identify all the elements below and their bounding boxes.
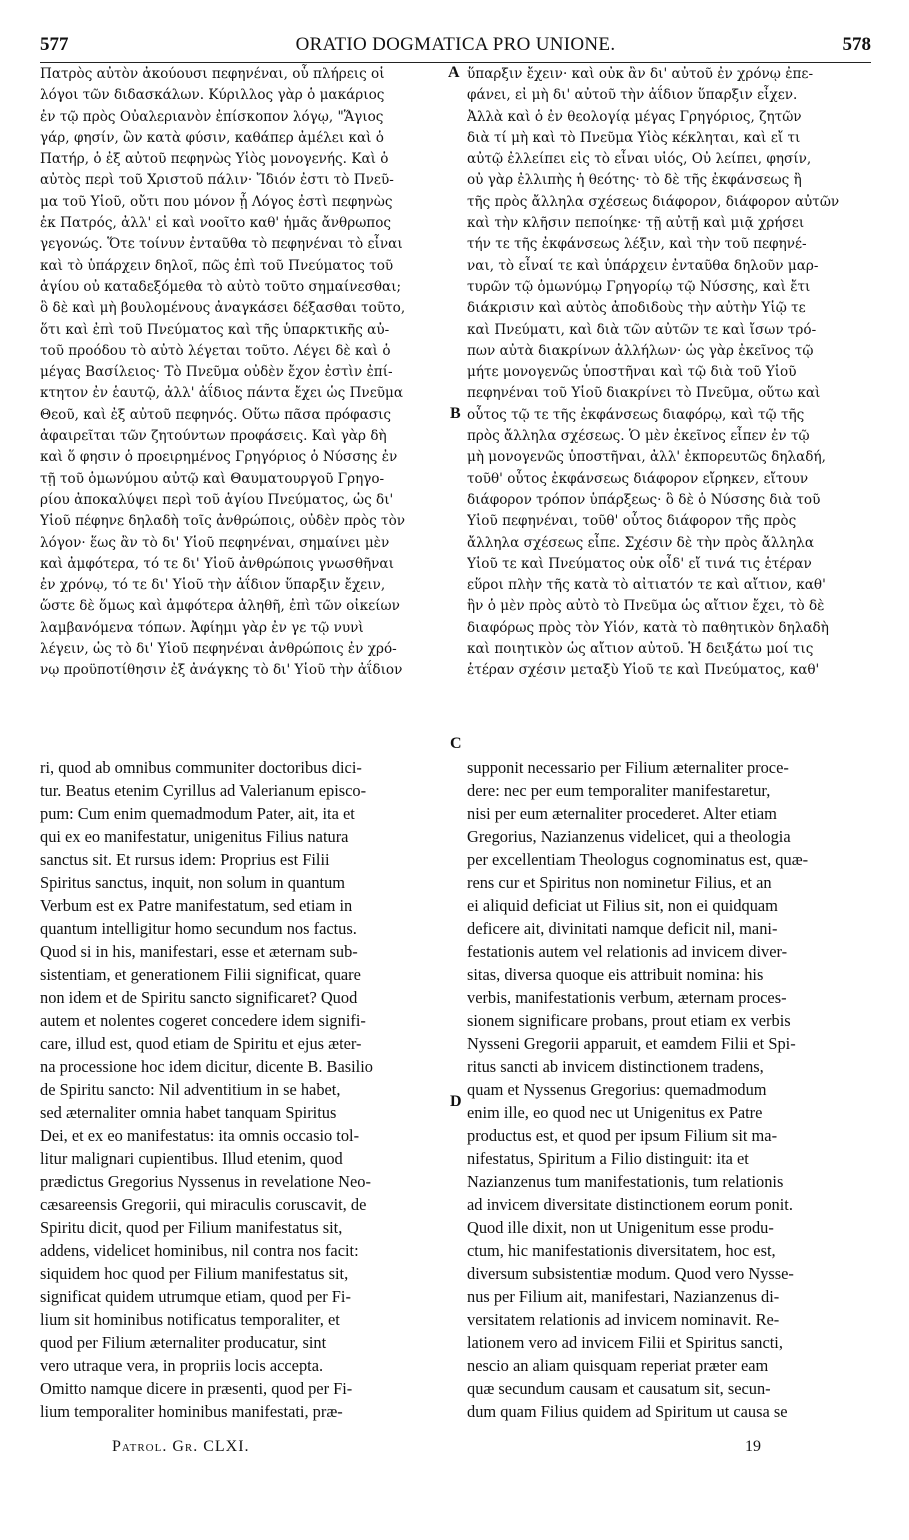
text-line: ρίου ἀποκαλύψει περὶ τοῦ ἁγίου Πνεύματος, ὡς δι' bbox=[40, 491, 394, 508]
text-line: care, illud est, quod etiam de Spiritu et ejus æter- bbox=[40, 1034, 362, 1053]
text-line: αὐτὸς περὶ τοῦ Χριστοῦ πάλιν· Ἴδιόν ἐστι τὸ Πνεῦ- bbox=[40, 172, 394, 189]
text-line: na processione hoc idem dicitur, dicente B. Basilio bbox=[40, 1057, 373, 1076]
text-line: διὰ τί μὴ καὶ τὸ Πνεῦμα Υἱὸς κέκληται, καὶ εἴ τι bbox=[467, 129, 801, 146]
text-line: Verbum est ex Patre manifestatum, sed etiam in bbox=[40, 896, 353, 915]
text-line: ctum, hic manifestationis diversitatem, hoc est, bbox=[467, 1241, 776, 1260]
text-line: nisi per eum æternaliter procederet. Alter etiam bbox=[467, 804, 777, 823]
greek-column-right bbox=[467, 64, 871, 682]
text-line: sanctus sit. Et rursus idem: Proprius est Filii bbox=[40, 850, 330, 869]
section-marker-d: D bbox=[450, 1093, 462, 1110]
running-header bbox=[40, 34, 871, 60]
text-line: νῳ προϋποτίθησιν ἐξ ἀνάγκης τὸ δι' Υἱοῦ τὴν ἀΐδιον bbox=[40, 662, 403, 679]
text-line: nescio an aliam quisquam reperiat præter eam bbox=[467, 1356, 769, 1375]
page-number-right: 578 bbox=[842, 34, 871, 55]
text-line: λόγον· ἕως ἂν τὸ δι' Υἱοῦ πεφηνέναι, σημαίνει μὲν bbox=[40, 534, 390, 551]
text-line: quod per Filium æternaliter producatur, sint bbox=[40, 1333, 327, 1352]
text-line: ὕπαρξιν ἔχειν· καὶ οὐκ ἂν δι' αὐτοῦ ἐν χρόνῳ ἐπε- bbox=[467, 66, 814, 82]
text-line: οὗτος τῷ τε τῆς ἐκφάνσεως διαφόρῳ, καὶ τῷ τῆς bbox=[467, 406, 805, 423]
text-line: Omitto namque dicere in præsenti, quod per Fi- bbox=[40, 1379, 353, 1398]
text-line: λέγειν, ὡς τὸ δι' Υἱοῦ πεφηνέναι ἀνθρώποις ἐν χρό- bbox=[40, 641, 397, 658]
text-line: Quod si in his, manifestari, esse et æternam sub- bbox=[40, 942, 358, 961]
text-line: ri, quod ab omnibus communiter doctoribus dici- bbox=[40, 758, 362, 777]
text-line: τοῦ προόδου τὸ αὐτὸ λέγεται τοῦτο. Λέγει δὲ καὶ ὁ bbox=[40, 342, 391, 359]
text-line: εὕροι πλὴν τῆς κατὰ τὸ αἰτιατόν τε καὶ αἴτιον, καθ' bbox=[467, 577, 826, 594]
text-line: κτητον ἐν ἑαυτῷ, ἀλλ' ἀΐδιος πάντα ἔχει ὡς Πνεῦμα bbox=[40, 385, 404, 402]
text-line: διάφορον τρόπον ὑπάρξεως· ὃ δὲ ὁ Νύσσης διὰ τοῦ bbox=[467, 491, 821, 508]
text-line: ἄλληλα σχέσεως εἶπε. Σχέσιν δὲ τὴν πρὸς ἄλληλα bbox=[467, 534, 815, 551]
footer-sheet-number: 19 bbox=[745, 1438, 761, 1455]
page-number-left: 577 bbox=[40, 34, 69, 55]
text-line: ὥστε δὲ ὅμως καὶ ἀμφότερα ἀληθῆ, ἐπὶ τῶν οἰκείων bbox=[40, 598, 400, 615]
text-line: vero utraque vera, in propriis locis accepta. bbox=[40, 1356, 324, 1375]
text-line: festationis autem vel relationis ad invicem diver- bbox=[467, 942, 788, 961]
text-line: καὶ ἀμφότερα, τό τε δι' Υἱοῦ ἀνθρώποις γνωσθῆναι bbox=[40, 555, 394, 572]
text-line: quam et Nyssenus Gregorius: quemadmodum bbox=[467, 1080, 767, 1099]
text-line: diversum subsistentiæ modum. Quod vero Nysse- bbox=[467, 1264, 794, 1283]
header-rule bbox=[40, 62, 871, 63]
text-line: de Spiritu sancto: Nil adventitium in se habet, bbox=[40, 1080, 341, 1099]
text-line: cæsareensis Gregorii, qui miraculis coruscavit, de bbox=[40, 1195, 367, 1214]
text-line: litur malignari cupientibus. Illud etenim, quod bbox=[40, 1149, 343, 1168]
text-line: πων αὐτὰ διακρίνων ἀλλήλων· ὡς γὰρ ἐκεῖνος τῷ bbox=[467, 342, 814, 359]
text-line: ὅτι καὶ ἐπὶ τοῦ Πνεύματος καὶ τῆς ὑπαρκτικῆς αὐ- bbox=[40, 321, 390, 338]
text-line: γεγονώς. Ὅτε τοίνυν ἐνταῦθα τὸ πεφηνέναι τὸ εἶναι bbox=[40, 236, 403, 253]
text-line: Dei, et ex eo manifestatus: ita omnis occasio tol- bbox=[40, 1126, 360, 1145]
text-line: γάρ, φησίν, ὢν κατὰ φύσιν, καθάπερ ἀμέλει καὶ ὁ bbox=[40, 129, 384, 146]
text-line: sed æternaliter omnia habet tanquam Spiritus bbox=[40, 1103, 337, 1122]
text-line: lationem vero ad invicem Filii et Spiritus sancti, bbox=[467, 1333, 783, 1352]
text-line: tur. Beatus etenim Cyrillus ad Valerianum episco- bbox=[40, 781, 367, 800]
text-line: Υἱοῦ πεφηνέναι, τοῦθ' οὗτος διάφορον τῆς πρὸς bbox=[467, 513, 797, 530]
text-line: λόγοι τῶν διδασκάλων. Κύριλλος γὰρ ὁ μακάριος bbox=[40, 87, 385, 104]
text-line: quantum intelligitur homo secundum nos factus. bbox=[40, 919, 357, 938]
text-line: τοῦθ' οὗτος ἐκφάνσεως διάφορον εἴρηκεν, εἴτουν bbox=[467, 470, 809, 487]
latin-column-right bbox=[467, 756, 871, 1423]
text-line: Θεοῦ, καὶ ἐξ αὐτοῦ πεφηνός. Οὕτω πᾶσα πρόφασις bbox=[40, 406, 392, 423]
text-line: autem et nolentes cogeret concedere idem signifi- bbox=[40, 1011, 366, 1030]
text-line: lium sit hominibus notificatus temporaliter, et bbox=[40, 1310, 340, 1329]
text-line: lium temporaliter hominibus manifestati, præ- bbox=[40, 1402, 343, 1421]
text-line: dere: nec per eum temporaliter manifestaretur, bbox=[467, 781, 771, 800]
text-line: sistentiam, et generationem Filii significat, quare bbox=[40, 965, 361, 984]
text-line: Πατήρ, ὁ ἐξ αὐτοῦ πεφηνὼς Υἱὸς μονογενής. Καὶ ὁ bbox=[40, 151, 389, 168]
text-line: ἐν τῷ πρὸς Οὐαλεριανὸν ἐπίσκοπον λόγῳ, "Ἅγιος bbox=[40, 108, 384, 125]
text-line: λαμβανόμενα τόπων. Ἀφίημι γὰρ ἐν γε τῷ νυνὶ bbox=[40, 619, 364, 636]
text-line: productus est, et quod per ipsum Filium sit ma- bbox=[467, 1126, 778, 1145]
text-line: ἀφαιρεῖται τῶν ζητούντων προφάσεις. Καὶ γὰρ δὴ bbox=[40, 428, 387, 445]
text-line: ἁγίου οὐ καταδεξόμεθα τὸ αὐτὸ τοῦτο σημαίνεσθαι; bbox=[40, 278, 402, 295]
text-line: ὃ δὲ καὶ μὴ βουλομένους ἀναγκάσει δέξασθαι τοῦτο, bbox=[40, 300, 406, 317]
text-line: qui ex eo manifestatur, unigenitus Filius natura bbox=[40, 827, 349, 846]
text-line: per excellentiam Theologus cognominatus est, quæ- bbox=[467, 850, 809, 869]
text-line: Gregorius, Nazianzenus videlicet, qui a theologia bbox=[467, 827, 791, 846]
text-line: μέγας Βασίλειος· Τὸ Πνεῦμα οὐδὲν ἔχον ἐστὶν ἐπί- bbox=[40, 364, 393, 381]
text-line: πεφηνέναι τοῦ Υἱοῦ διακρίνει τὸ Πνεῦμα, οὕτω καὶ bbox=[467, 385, 821, 402]
footer-signature: Patrol. Gr. CLXI. bbox=[112, 1438, 250, 1455]
text-line: Nazianzenus tum manifestationis, tum relationis bbox=[467, 1172, 784, 1191]
text-line: siquidem hoc quod per Filium manifestatus sit, bbox=[40, 1264, 349, 1283]
text-line: τῆς πρὸς ἄλληλα σχέσεως διάφορον, διάφορον αὐτῶν bbox=[467, 193, 840, 210]
text-line: ad invicem diversitate distinctionem eorum ponit. bbox=[467, 1195, 793, 1214]
greek-column-left bbox=[40, 64, 458, 682]
text-line: Quod ille dixit, non ut Unigenitum esse produ- bbox=[467, 1218, 774, 1237]
section-marker-a: A bbox=[448, 64, 460, 81]
text-line: καὶ Πνεύματι, καὶ διὰ τῶν αὐτῶν τε καὶ ἴσων τρό- bbox=[467, 321, 817, 338]
text-line: ritus sancti ab invicem distinctionem tradens, bbox=[467, 1057, 764, 1076]
text-line: Πατρὸς αὐτὸν ἀκούουσι πεφηνέναι, οὗ πλήρεις οἱ bbox=[40, 66, 385, 82]
text-line: enim ille, eo quod nec ut Unigenitus ex Patre bbox=[467, 1103, 763, 1122]
text-line: μα τοῦ Υἱοῦ, οὔτι που μόνον ᾗ Λόγος ἐστὶ πεφηνὼς bbox=[40, 193, 393, 210]
text-line: deficere ait, divinitati namque deficit nil, mani- bbox=[467, 919, 778, 938]
section-marker-c: C bbox=[450, 735, 462, 752]
text-line: quæ secundum causam et causatum sit, secun- bbox=[467, 1379, 771, 1398]
text-line: sionem significare probans, prout etiam ex verbis bbox=[467, 1011, 791, 1030]
latin-column-left bbox=[40, 756, 448, 1423]
text-line: dum quam Filius quidem ad Spiritum ut causa se bbox=[467, 1402, 788, 1421]
text-line: ἐκ Πατρός, ἀλλ' εἰ καὶ νοοῖτο καθ' ἡμᾶς ἄνθρωπος bbox=[40, 215, 392, 232]
text-line: Ἀλλὰ καὶ ὁ ἐν θεολογίᾳ μέγας Γρηγόριος, ζητῶν bbox=[467, 108, 802, 125]
running-title: ORATIO DOGMATICA PRO UNIONE. bbox=[295, 34, 616, 55]
text-line: διάκρισιν καὶ αὐτὸς ἀποδιδοὺς τὴν αὐτὴν Υἱῷ τε bbox=[467, 300, 806, 317]
text-line: ἐν χρόνῳ, τό τε δι' Υἱοῦ τὴν ἀΐδιον ὕπαρξιν ἔχειν, bbox=[40, 577, 386, 594]
text-line: Υἱοῦ τε καὶ Πνεύματος οὐκ οἶδ' εἴ τινά τις ἑτέραν bbox=[467, 555, 812, 572]
text-line: Spiritus sanctus, inquit, non solum in quantum bbox=[40, 873, 346, 892]
section-marker-b: B bbox=[450, 405, 461, 422]
text-line: nifestatus, Spiritum a Filio distinguit: ita et bbox=[467, 1149, 749, 1168]
text-line: ναι, τὸ εἶναί τε καὶ ὑπάρχειν ἐνταῦθα δηλοῦν μαρ- bbox=[467, 257, 819, 274]
text-line: πρὸς ἄλληλα σχέσεως. Ὁ μὲν ἐκεῖνος εἶπεν ἐν τῷ bbox=[467, 428, 810, 445]
text-line: addens, videlicet hominibus, nil contra nos facit: bbox=[40, 1241, 359, 1260]
text-line: Spiritu dicit, quod per Filium manifestatus sit, bbox=[40, 1218, 343, 1237]
text-line: sitas, diversa quoque eis attribuit nomina: his bbox=[467, 965, 764, 984]
text-line: καὶ ὅ φησιν ὁ προειρημένος Γρηγόριος ὁ Νύσσης ἐν bbox=[40, 449, 398, 466]
text-line: καὶ τὸ ὑπάρχειν δηλοῖ, πῶς ἐπὶ τοῦ Πνεύματος τοῦ bbox=[40, 257, 394, 274]
text-line: τῇ τοῦ ὁμωνύμου αὐτῷ καὶ Θαυματουργοῦ Γρηγο- bbox=[40, 470, 385, 487]
text-line: φάνει, εἰ μὴ δι' αὐτοῦ τὴν ἀΐδιον ὕπαρξιν εἶχεν. bbox=[467, 87, 798, 104]
text-line: οὐ γὰρ ἐλλιπὴς ἡ θεότης· τὸ δὲ τῆς ἐκφάνσεως ἢ bbox=[467, 172, 802, 189]
text-line: ἑτέραν σχέσιν μεταξὺ Υἱοῦ τε καὶ Πνεύματος, καθ' bbox=[467, 662, 820, 679]
text-line: μὴ μονογενῶς ὑποστῆναι, ἀλλ' ἐκπορευτῶς δηλαδή, bbox=[467, 449, 826, 466]
text-line: versitatem relationis ad invicem nominavit. Re- bbox=[467, 1310, 780, 1329]
text-line: verbis, manifestationis verbum, æternam proces- bbox=[467, 988, 787, 1007]
text-line: τήν τε τῆς ἐκφάνσεως λέξιν, καὶ τὴν τοῦ πεφηνέ- bbox=[467, 236, 807, 253]
text-line: διαφόρως πρὸς τὸν Υἱόν, κατὰ τὸ παθητικὸν δηλαδὴ bbox=[467, 619, 829, 636]
text-line: supponit necessario per Filium æternaliter proce- bbox=[467, 758, 789, 777]
text-line: pum: Cum enim quemadmodum Pater, ait, ita et bbox=[40, 804, 355, 823]
text-line: ei aliquid deficiat ut Filius sit, non ei quidquam bbox=[467, 896, 778, 915]
text-line: αὐτῷ ἐλλείπει εἰς τὸ εἶναι υἱός, Οὐ λείπει, φησίν, bbox=[467, 151, 812, 168]
text-line: non idem et de Spiritu sancto significaret? Quod bbox=[40, 988, 358, 1007]
text-line: ἣν ὁ μὲν πρὸς αὐτὸ τὸ Πνεῦμα ὡς αἴτιον ἔχει, τὸ δὲ bbox=[467, 598, 825, 615]
text-line: Nysseni Gregorii apparuit, et eamdem Filii et Spi- bbox=[467, 1034, 796, 1053]
text-line: nus per Filium ait, manifestari, Nazianzenus di- bbox=[467, 1287, 780, 1306]
text-line: Υἱοῦ πέφηνε δηλαδὴ τοῖς ἀνθρώποις, οὐδὲν πρὸς τὸν bbox=[40, 513, 406, 530]
text-line: καὶ ποιητικὸν ὡς αἴτιον αὐτοῦ. Ἡ δειξάτω μοί τις bbox=[467, 641, 814, 658]
text-line: prædictus Gregorius Nyssenus in revelatione Neo- bbox=[40, 1172, 371, 1191]
text-line: rens cur et Spiritus non nominetur Filius, et an bbox=[467, 873, 772, 892]
text-line: μήτε μονογενῶς ὑποστῆναι καὶ τῷ διὰ τοῦ Υἱοῦ bbox=[467, 364, 797, 381]
text-line: τυρῶν τῷ ὁμωνύμῳ Γρηγορίῳ τῷ Νύσσης, καὶ ἔτι bbox=[467, 278, 811, 295]
text-line: significat quidem utrumque etiam, quod per Fi- bbox=[40, 1287, 351, 1306]
text-line: καὶ τὴν κλῆσιν πεποίηκε· τῇ αὐτῇ καὶ μιᾷ χρήσει bbox=[467, 215, 805, 232]
